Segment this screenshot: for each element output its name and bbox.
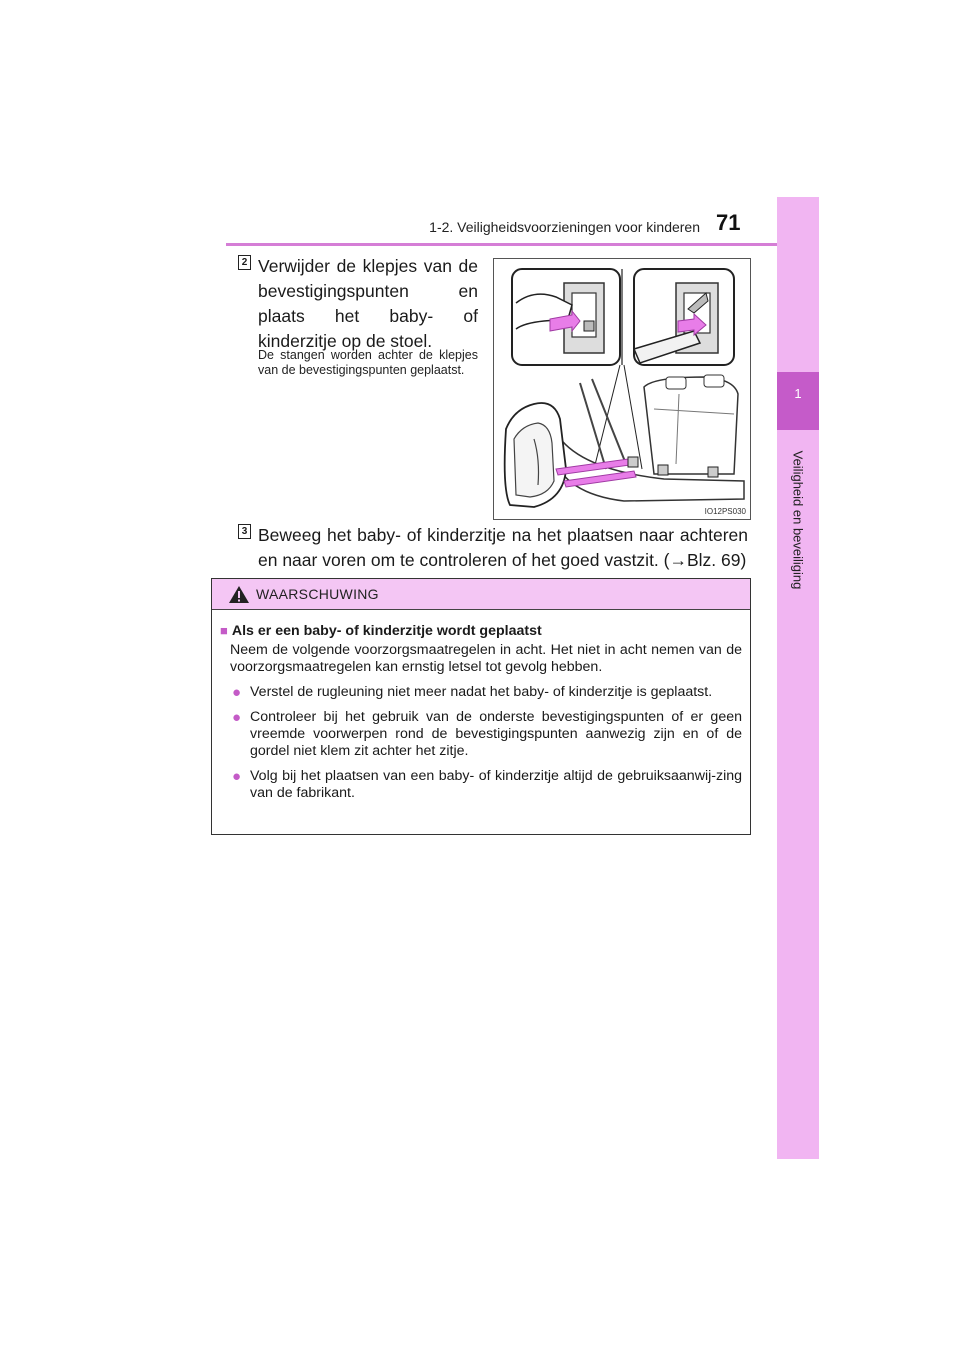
warning-heading xyxy=(220,622,742,640)
warning-bullet xyxy=(220,709,742,760)
circle-bullet-icon: ● xyxy=(232,768,242,785)
warning-heading-text: Als er een baby- of kinderzitje wordt geplaatst xyxy=(231,623,542,639)
step-2-note: De stangen worden achter de klepjes van de bevestigingspunten geplaatst. xyxy=(258,348,478,377)
chapter-label: Veiligheid en beveiliging xyxy=(790,450,806,590)
step-number-2: 2 xyxy=(238,255,251,270)
step-3-text: Beweeg het baby- of kinderzitje na het plaatsen naar achteren en naar voren om te controleren of het goed vastzit. (→Blz. 69) xyxy=(258,525,748,570)
page-number: 71 xyxy=(716,210,741,235)
warning-triangle-icon xyxy=(228,585,250,604)
chapter-tab xyxy=(777,197,819,1159)
warning-bullet-text: Controleer bij het gebruik van de onderste bevestigingspunten of er geen vreemde voorwerpen rond de bevestigingspunten aanwezig zijn en of de gordel niet klem zit achter het zitje. xyxy=(250,709,742,759)
warning-box xyxy=(211,578,751,835)
section-title: 1-2. Veiligheidsvoorzieningen voor kinderen xyxy=(429,219,700,235)
circle-bullet-icon: ● xyxy=(232,709,242,726)
figure-code: IO12PS030 xyxy=(704,507,746,516)
warning-bullet-text: Volg bij het plaatsen van een baby- of kinderzitje altijd de gebruiksaanwij-zing van de fabrikant. xyxy=(250,768,742,801)
header-divider xyxy=(226,243,819,246)
warning-intro: Neem de volgende voorzorgsmaatregelen in acht. Het niet in acht nemen van de voorzorgsmaatregelen kan ernstig letsel tot gevolg hebben. xyxy=(230,642,742,675)
child-seat-illustration xyxy=(494,259,750,519)
chapter-number: 1 xyxy=(794,386,802,401)
warning-bullet xyxy=(220,684,742,701)
warning-bullet-text: Verstel de rugleuning niet meer nadat het baby- of kinderzitje is geplaatst. xyxy=(250,684,713,700)
square-bullet-icon: ■ xyxy=(220,623,228,638)
warning-body xyxy=(212,610,750,802)
step-2-text: Verwijder de klepjes van de bevestigingspunten en plaats het baby- of kinderzitje op de stoel. xyxy=(258,256,478,351)
chapter-tab-marker xyxy=(777,372,819,430)
step-number-3: 3 xyxy=(238,524,251,539)
circle-bullet-icon: ● xyxy=(232,684,242,701)
warning-title: WAARSCHUWING xyxy=(256,586,379,602)
installation-illustration xyxy=(493,258,751,520)
warning-bullet xyxy=(220,768,742,802)
warning-header xyxy=(212,579,750,610)
